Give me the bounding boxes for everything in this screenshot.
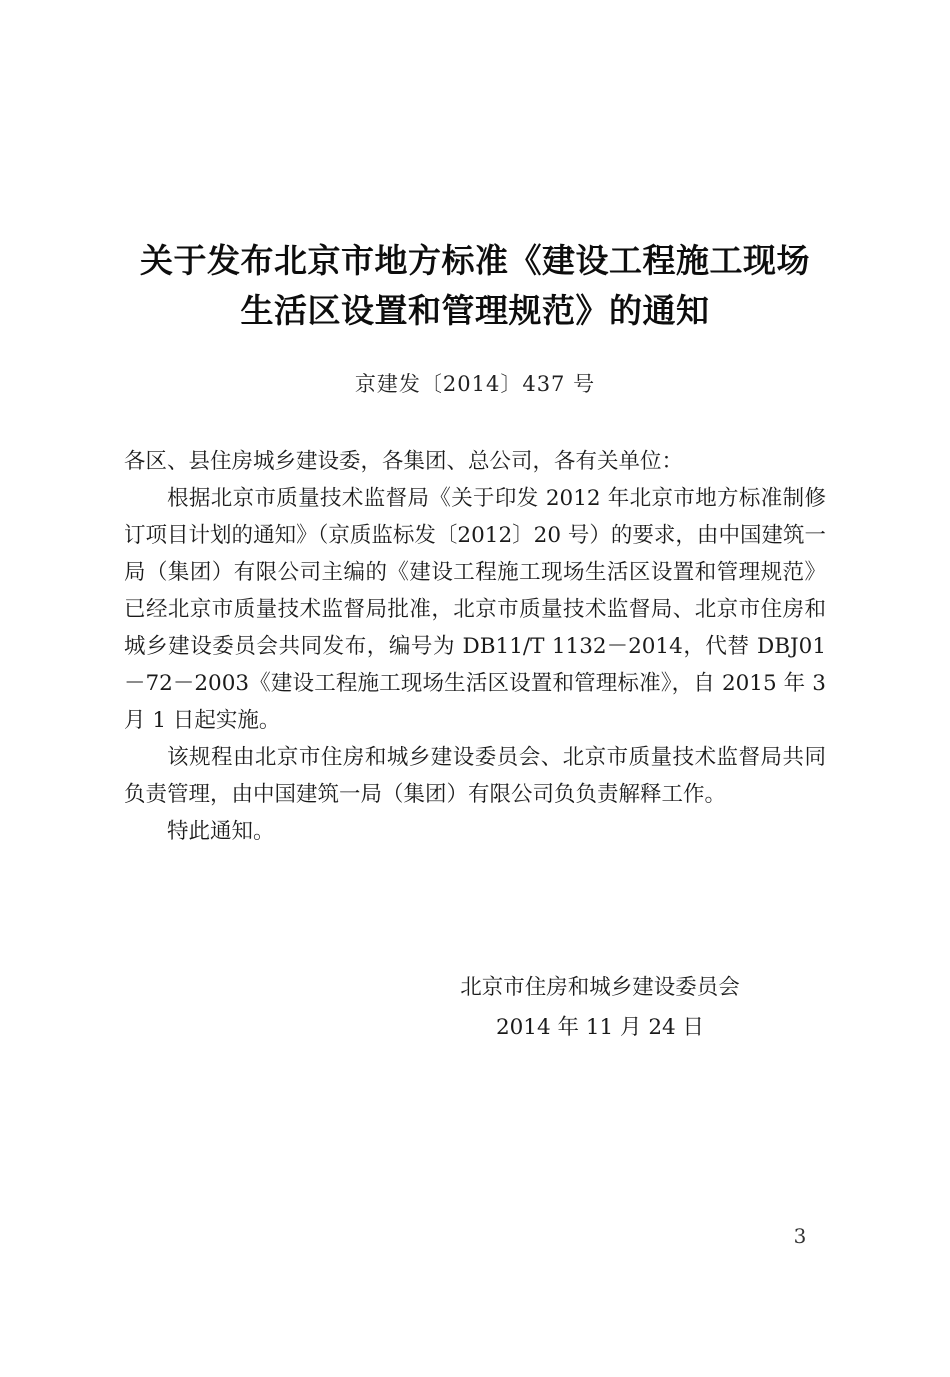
paragraph-3: 特此通知。	[167, 819, 275, 844]
document-body	[124, 443, 826, 850]
salutation: 各区、县住房城乡建设委，各集团、总公司，各有关单位：	[124, 449, 684, 474]
signature-organization: 北京市住房和城乡建设委员会	[460, 975, 740, 1000]
page-number: 3	[793, 1224, 807, 1248]
signature-date: 2014 年 11 月 24 日	[495, 1015, 705, 1040]
document-title	[120, 236, 830, 336]
document-number: 京建发〔2014〕437 号	[354, 372, 596, 396]
title-line-2: 生活区设置和管理规范》的通知	[240, 291, 710, 330]
paragraph-1: 根据北京市质量技术监督局《关于印发 2012 年北京市地方标准制修订项目计划的通知》（京质监标发〔2012〕20 号）的要求，由中国建筑一局（集团）有限公司主编的《建设工程施工现场生活区设置和管理规范》已经北京市质量技术监督局批准，北京市质量技术监督局、北京市住房和城乡建设委员会共同发布，编号为 DB11/T 1132－2014，代替 DBJ01－72－2003《建设工程施工现场生活区设置和管理标准》，自 2015 年 3 月 1 日起实施。	[124, 486, 826, 733]
paragraph-2: 该规程由北京市住房和城乡建设委员会、北京市质量技术监督局共同负责管理，由中国建筑一局（集团）有限公司负负责解释工作。	[124, 745, 826, 807]
title-line-1: 关于发布北京市地方标准《建设工程施工现场	[140, 241, 810, 280]
signature-block	[400, 968, 800, 1048]
